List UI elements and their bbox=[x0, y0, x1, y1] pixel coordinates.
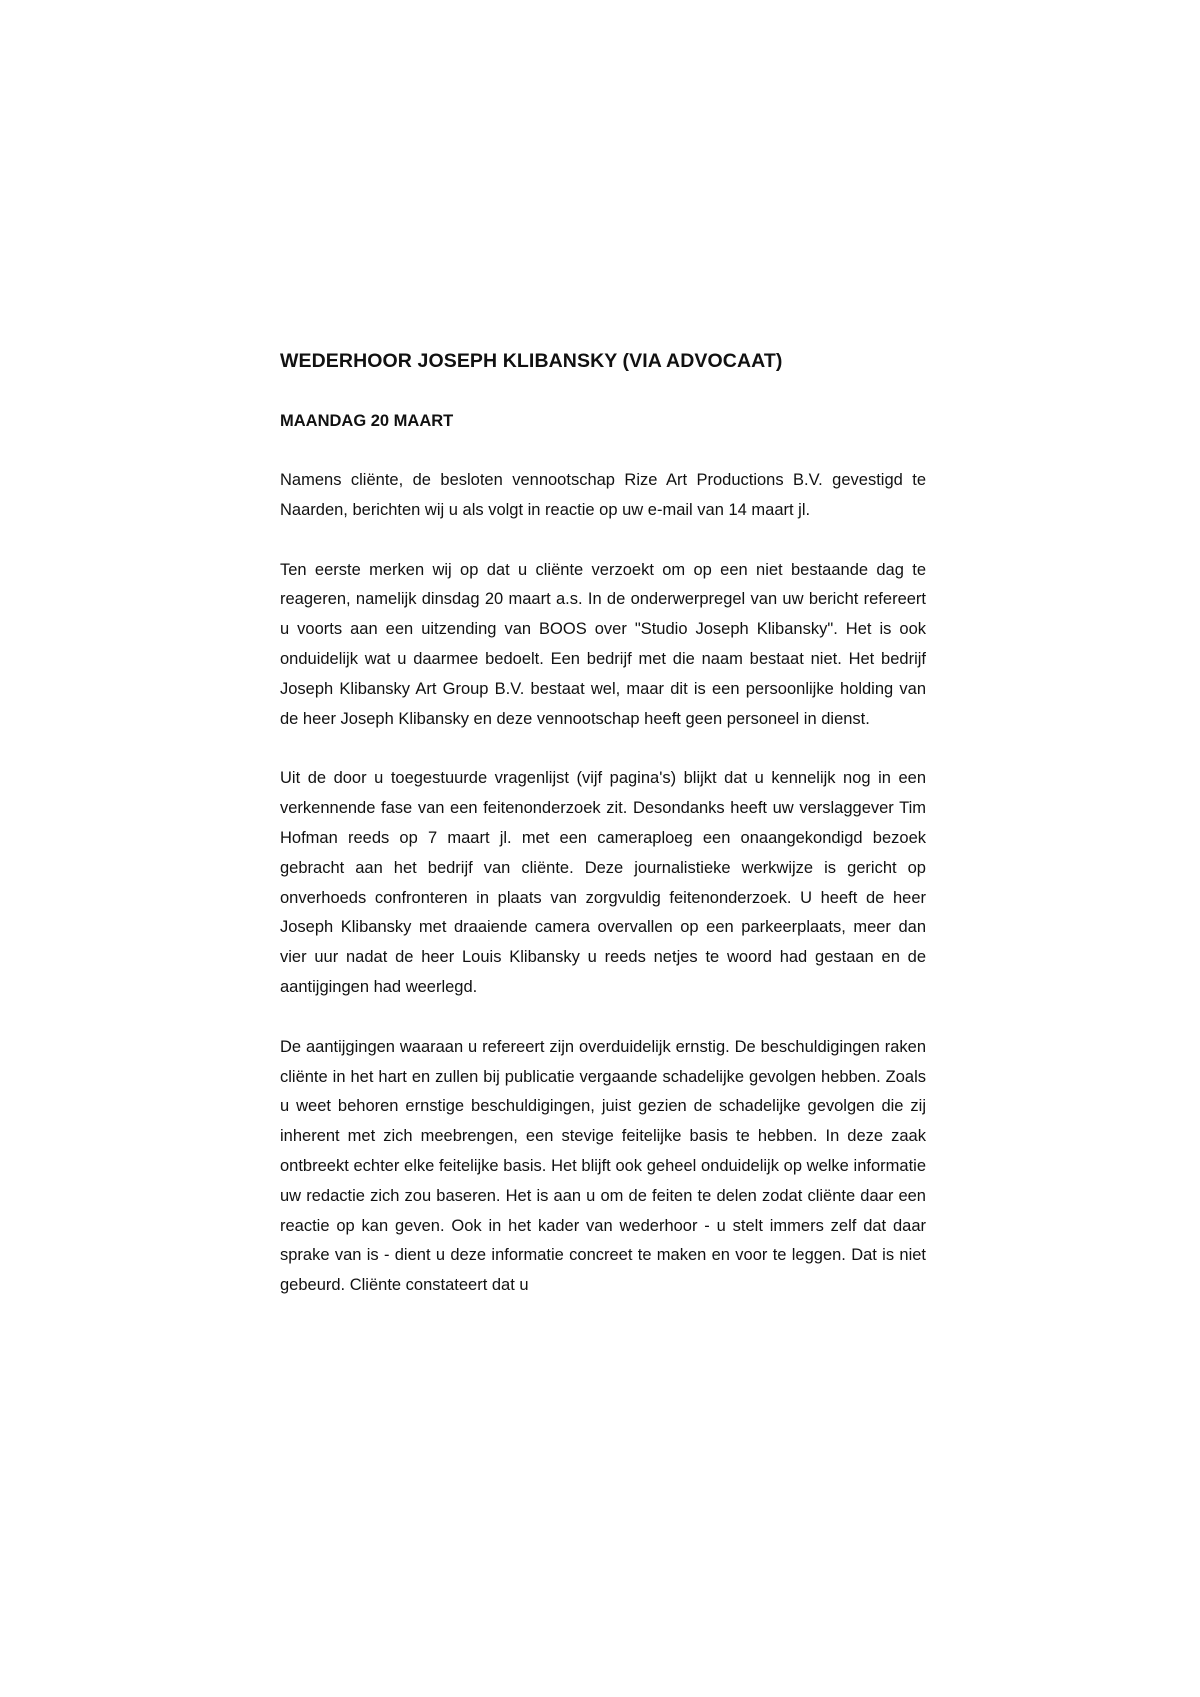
paragraph-2: Ten eerste merken wij op dat u cliënte verzoekt om op een niet bestaande dag te reageren, namelijk dinsdag 20 maart a.s. In de onderwerpregel van uw bericht refereert u voorts aan een uitzending van BOOS over "Studio Joseph Klibansky". Het is ook onduidelijk wat u daarmee bedoelt. Een bedrijf met die naam bestaat niet. Het bedrijf Joseph Klibansky Art Group B.V. bestaat wel, maar dit is een persoonlijke holding van de heer Joseph Klibansky en deze vennootschap heeft geen personeel in dienst. bbox=[280, 560, 926, 728]
paragraph-1: Namens cliënte, de besloten vennootschap Rize Art Productions B.V. gevestigd te Naarden, berichten wij u als volgt in reactie op uw e-mail van 14 maart jl. bbox=[280, 471, 926, 519]
document-date: MAANDAG 20 MAART bbox=[280, 412, 454, 430]
paragraph-4: De aantijgingen waaraan u refereert zijn overduidelijk ernstig. De beschuldigingen raken cliënte in het hart en zullen bij publicatie vergaande schadelijke gevolgen hebben. Zoals u weet behoren ernstige beschuldigingen, juist gezien de schadelijke gevolgen die zij inherent met zich meebrengen, een stevige feitelijke basis te hebben. In deze zaak ontbreekt echter elke feitelijke basis. Het blijft ook geheel onduidelijk op welke informatie uw redactie zich zou baseren. Het is aan u om de feiten te delen zodat cliënte daar een reactie op kan geven. Ook in het kader van wederhoor - u stelt immers zelf dat daar sprake van is - dient u deze informatie concreet te maken en voor te leggen. Dat is niet gebeurd. Cliënte constateert dat u bbox=[280, 1037, 926, 1295]
document-page bbox=[280, 346, 926, 1301]
document-title: WEDERHOOR JOSEPH KLIBANSKY (VIA ADVOCAAT) bbox=[280, 350, 783, 372]
paragraph-3: Uit de door u toegestuurde vragenlijst (vijf pagina's) blijkt dat u kennelijk nog in een verkennende fase van een feitenonderzoek zit. Desondanks heeft uw verslaggever Tim Hofman reeds op 7 maart jl. met een cameraploeg een onaangekondigd bezoek gebracht aan het bedrijf van cliënte. Deze journalistieke werkwijze is gericht op onverhoeds confronteren in plaats van zorgvuldig feitenonderzoek. U heeft de heer Joseph Klibansky met draaiende camera overvallen op een parkeerplaats, meer dan vier uur nadat de heer Louis Klibansky u reeds netjes te woord had gestaan en de aantijgingen had weerlegd. bbox=[280, 769, 926, 996]
